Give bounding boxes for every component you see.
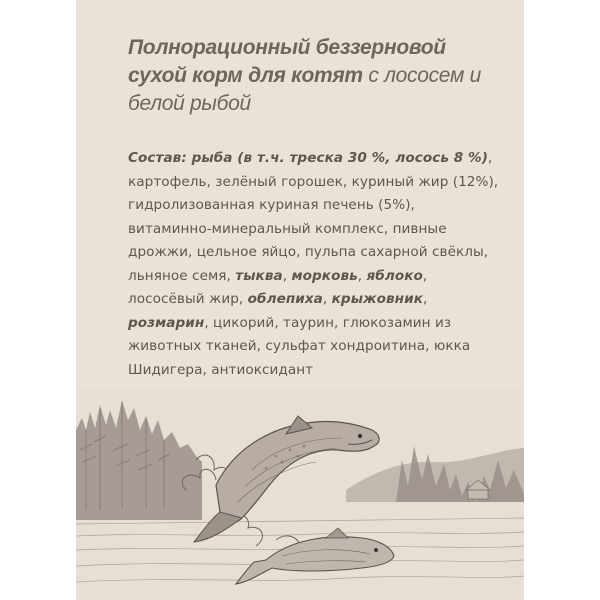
composition-separator: , [357,267,367,284]
title-bold-part: Полнорационный беззерновой сухой корм для котят [128,36,446,87]
ingredient-rosemary: розмарин [128,314,205,331]
ingredient-pumpkin: тыква [235,267,283,284]
composition-separator: , [282,267,292,284]
product-card [76,0,524,600]
composition-separator: , [322,291,332,307]
salmon-river-illustration [76,390,524,600]
salmon-river-icon [76,390,524,600]
composition-part: , лососёвый жир, [128,267,428,307]
title-regular-part: с лососем и белой рыбой [128,64,481,115]
composition-lead: Состав: рыба (в т.ч. треска 30 %, лосось 8 %) [128,150,488,166]
composition-part: , картофель, зелёный горошек, куриный жир (12%), гидролизованная куриная печень (5%), витаминно-минеральный комплекс, пивные дрожжи, цельное яйцо, пульпа сахарной свёклы, льняное семя, [128,150,499,284]
composition-text [128,147,500,382]
composition-part: , цикорий, таурин, глюкозамин из животных тканей, сульфат хондроитина, юкка Шидигера, антиоксидант [128,314,471,378]
ingredient-gooseberry: крыжовник [331,291,423,307]
ingredient-sea-buckthorn: облепиха [247,291,323,307]
product-title [128,34,498,118]
ingredient-carrot: морковь [291,267,358,284]
composition-separator: , [422,291,428,307]
ingredient-apple: яблоко [366,267,423,284]
